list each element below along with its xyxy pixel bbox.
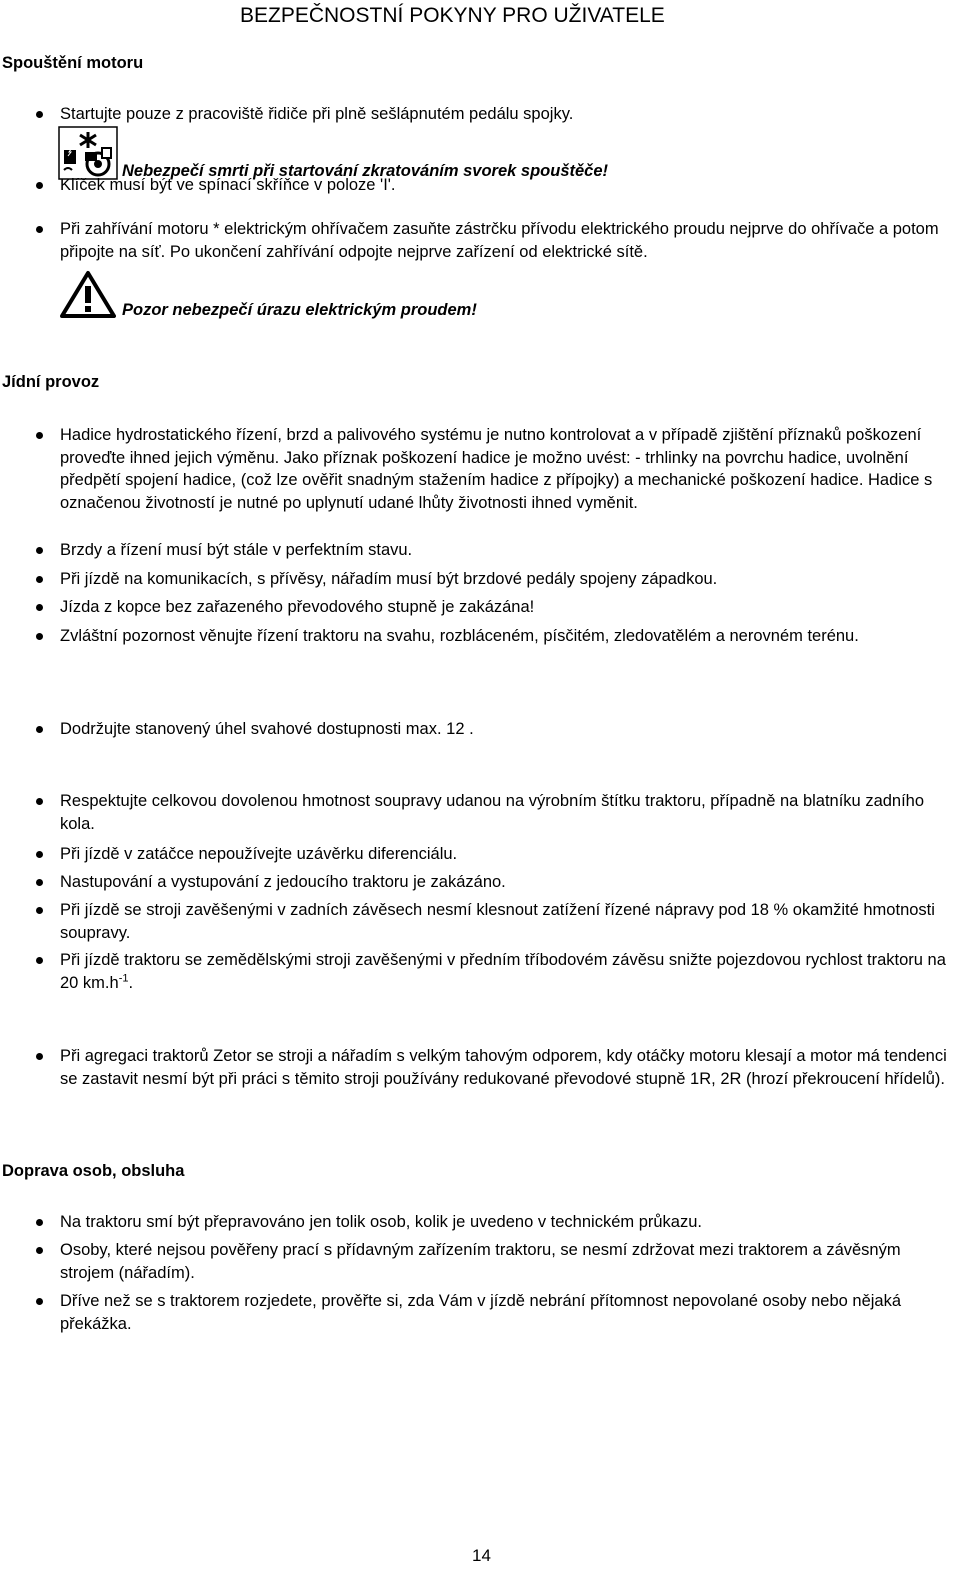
list-item: Při zahřívání motoru * elektrickým ohřívačem zasuňte zástrčku přívodu elektrického proudu nejprve do ohřívače a potom připojte na síť. Po ukončení zahřívání odpojte nejprve zařízení od elektrické sítě. <box>60 220 939 261</box>
bullet-icon <box>36 576 43 583</box>
list-item: Jízda z kopce bez zařazeného převodového stupně je zakázána! <box>60 598 535 616</box>
section-heading-start: Spouštění motoru <box>2 54 144 72</box>
list-item: Při agregaci traktorů Zetor se stroji a nářadím s velkým tahovým odporem, kdy otáčky motoru klesají a motor má tendenci se zastavit nesmí být při práci s těmito stroji používány redukované převodové stupně 1R, 2R (hrozí překroucení hřídelů). <box>60 1047 947 1088</box>
bullet-icon <box>36 1053 43 1060</box>
bullet-icon <box>36 1247 43 1254</box>
list-item: Dodržujte stanovený úhel svahové dostupnosti max. 12 . <box>60 720 474 738</box>
bullet-icon <box>36 633 43 640</box>
list-item: Hadice hydrostatického řízení, brzd a palivového systému je nutno kontrolovat a v případě zjištění příznaků poškození proveďte ihned jejich výměnu. Jako příznak poškození hadice je možno uvést: - trhlinky na povrchu hadice, uvolnění předpětí spojení hadice, (což lze ověřit snadným stažením hadice z přípojky) a mechanické poškození hadice. Hadice s označenou životností je nutné po uplynutí udané lhůty životnosti ihned vyměnit. <box>60 426 933 512</box>
list-item: Respektujte celkovou dovolenou hmotnost soupravy udanou na výrobním štítku traktoru, případně na blatníku zadního kola. <box>60 792 925 833</box>
list-item: Na traktoru smí být přepravováno jen tolik osob, kolik je uvedeno v technickém průkazu. <box>60 1213 702 1231</box>
bullet-icon <box>36 907 43 914</box>
bullet-icon <box>36 851 43 858</box>
list-item: Zvláštní pozornost věnujte řízení traktoru na svahu, rozbláceném, písčitém, zledovatělém a nerovném terénu. <box>60 627 859 645</box>
list-item <box>60 949 956 994</box>
list-item: Při jízdě v zatáčce nepoužívejte uzávěrku diferenciálu. <box>60 845 458 863</box>
list-item: Nastupování a vystupování z jedoucího traktoru je zakázáno. <box>60 873 506 891</box>
warning-text: Pozor nebezpečí úrazu elektrickým proudem! <box>122 301 477 319</box>
list-item: Dříve než se s traktorem rozjedete, prověřte si, zda Vám v jízdě nebrání přítomnost nepovolané osoby nebo nějaká překážka. <box>60 1292 902 1333</box>
bullet-icon <box>36 547 43 554</box>
list-item-text: Při jízdě traktoru se zemědělskými stroji zavěšenými v předním tříbodovém závěsu snižte pojezdovou rychlost traktoru na 20 km.h <box>60 951 946 992</box>
bullet-icon <box>36 1219 43 1226</box>
list-item: Při jízdě na komunikacích, s přívěsy, nářadím musí být brzdové pedály spojeny západkou. <box>60 570 718 588</box>
electric-hazard-warning-icon <box>60 270 116 320</box>
warning-text: Nebezpečí smrti při startování zkratováním svorek spouštěče! <box>122 162 609 180</box>
bullet-icon <box>36 182 43 189</box>
bullet-icon <box>36 726 43 733</box>
list-item: Při jízdě se stroji zavěšenými v zadních závěsech nesmí klesnout zatížení řízené nápravy pod 18 % okamžité hmotnosti soupravy. <box>60 901 935 942</box>
list-item: Brzdy a řízení musí být stále v perfektním stavu. <box>60 541 413 559</box>
bullet-icon <box>36 879 43 886</box>
bullet-icon <box>36 432 43 439</box>
bullet-icon <box>36 1298 43 1305</box>
list-item: Klíček musí být ve spínací skříňce v poloze 'I'. <box>60 176 396 194</box>
unit-exponent: -1 <box>118 972 129 984</box>
section-heading-transport: Doprava osob, obsluha <box>2 1162 185 1180</box>
bullet-icon <box>36 798 43 805</box>
list-item-end: . <box>128 973 134 992</box>
list-item: Osoby, které nejsou pověřeny prací s přídavným zařízením traktoru, se nesmí zdržovat mezi traktorem a závěsným strojem (nářadím). <box>60 1241 901 1282</box>
list-item: Startujte pouze z pracoviště řidiče při plně sešlápnutém pedálu spojky. <box>60 105 574 123</box>
bullet-icon <box>36 957 43 964</box>
short-circuit-warning-icon <box>58 126 118 180</box>
page-number: 14 <box>472 1546 491 1565</box>
bullet-icon <box>36 226 43 233</box>
page-title: BEZPEČNOSTNÍ POKYNY PRO UŽIVATELE <box>240 4 665 27</box>
bullet-icon <box>36 604 43 611</box>
bullet-icon <box>36 111 43 118</box>
section-heading-driving: Jídní provoz <box>2 373 100 391</box>
